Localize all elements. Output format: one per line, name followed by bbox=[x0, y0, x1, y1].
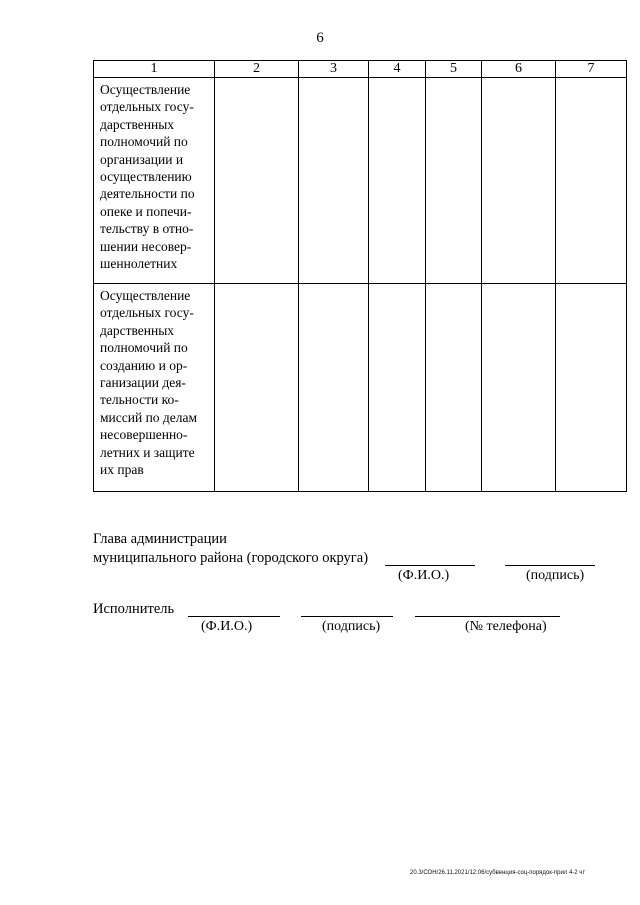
executor-label: Исполнитель bbox=[93, 601, 175, 617]
page-number: 6 bbox=[316, 30, 324, 46]
table-cell bbox=[426, 284, 482, 492]
column-header-4: 4 bbox=[369, 61, 426, 78]
table-cell bbox=[426, 78, 482, 284]
executor-signature-blank bbox=[301, 616, 393, 617]
column-header-1: 1 bbox=[94, 61, 215, 78]
row-description: Осуществление отдельных госу- дарственных полномочий по созданию и ор- ганизации дея- тельности ко- миссий по делам несовершенно- летних и защите их прав bbox=[100, 288, 198, 478]
document-footer: 20.3/СОН/26.11.2021/12:06/субвенция-соц-порядок-прил 4-2 чт bbox=[410, 870, 586, 876]
row-description-cell bbox=[94, 78, 215, 284]
executor-fio-blank bbox=[188, 616, 280, 617]
head-signature-caption: (подпись) bbox=[526, 568, 585, 583]
column-header-3: 3 bbox=[299, 61, 369, 78]
table-cell bbox=[215, 284, 299, 492]
column-header-2: 2 bbox=[215, 61, 299, 78]
table-cell bbox=[369, 78, 426, 284]
table-cell bbox=[299, 78, 369, 284]
table-row bbox=[94, 284, 627, 492]
table-cell bbox=[556, 284, 627, 492]
column-header-5: 5 bbox=[426, 61, 482, 78]
row-description-cell bbox=[94, 284, 215, 492]
executor-phone-blank bbox=[415, 616, 560, 617]
head-title-line2: муниципального района (городского округа) bbox=[93, 550, 369, 566]
report-table bbox=[93, 60, 627, 492]
executor-phone-caption: (№ телефона) bbox=[465, 619, 547, 634]
executor-signature-caption: (подпись) bbox=[322, 619, 381, 634]
table-cell bbox=[556, 78, 627, 284]
table-cell bbox=[369, 284, 426, 492]
table-cell bbox=[215, 78, 299, 284]
executor-fio-caption: (Ф.И.О.) bbox=[201, 619, 253, 634]
head-title-line1: Глава администрации bbox=[93, 531, 227, 547]
head-fio-blank bbox=[385, 565, 475, 566]
row-description: Осуществление отдельных госу- дарственных полномочий по организации и осуществлению деятельности по опеке и попечи- тельству в отно- шении несовер- шеннолетних bbox=[100, 82, 195, 272]
table-header-row bbox=[94, 61, 627, 78]
table-cell bbox=[482, 78, 556, 284]
column-header-7: 7 bbox=[556, 61, 627, 78]
column-header-6: 6 bbox=[482, 61, 556, 78]
head-signature-blank bbox=[505, 565, 595, 566]
head-fio-caption: (Ф.И.О.) bbox=[398, 568, 450, 583]
table-cell bbox=[299, 284, 369, 492]
table-row bbox=[94, 78, 627, 284]
table-cell bbox=[482, 284, 556, 492]
